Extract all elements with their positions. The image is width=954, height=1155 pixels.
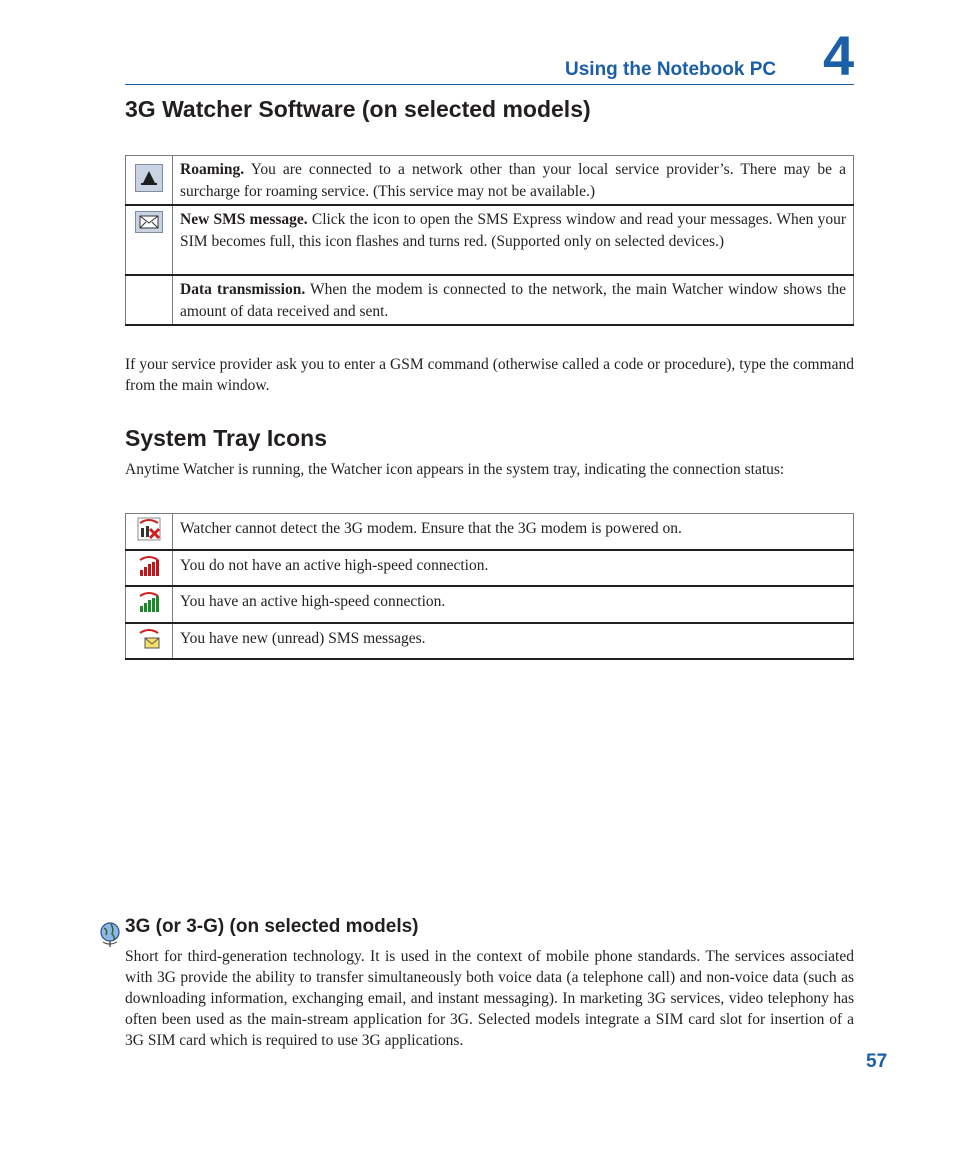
tray-icons-table	[125, 513, 854, 660]
table-text-cell	[173, 156, 854, 206]
chapter-title: Using the Notebook PC	[565, 59, 777, 80]
icon-cell	[126, 156, 173, 206]
table-row	[126, 205, 854, 275]
section-title-system-tray: System Tray Icons	[125, 425, 327, 451]
table-text-cell	[173, 275, 854, 325]
table-text-cell: You do not have an active high-speed connection.	[173, 550, 854, 587]
globe-pin-icon	[99, 920, 123, 948]
section-title-3g-watcher: 3G Watcher Software (on selected models)	[125, 96, 591, 122]
icon-cell	[126, 623, 173, 660]
row-text: Click the icon to open the SMS Express window and read your messages. When your SIM becomes full, this icon flashes and turns red. (Supported only on selected devices.)	[180, 211, 847, 250]
roaming-icon	[135, 164, 163, 192]
note-title: 3G (or 3-G) (on selected models)	[125, 916, 419, 937]
row-label: Roaming.	[180, 161, 245, 178]
watcher-icons-table	[125, 155, 854, 326]
header-rule	[125, 84, 854, 85]
chapter-number: 4	[823, 24, 855, 87]
no-modem-tray-icon	[137, 517, 161, 541]
green-signal-tray-icon	[137, 590, 161, 614]
icon-cell	[126, 205, 173, 275]
row-label: Data transmission.	[180, 281, 306, 298]
icon-cell	[126, 514, 173, 550]
table-text-cell: Watcher cannot detect the 3G modem. Ensure that the 3G modem is powered on.	[173, 514, 854, 550]
table-row	[126, 156, 854, 206]
red-signal-tray-icon	[137, 554, 161, 578]
page-number: 57	[866, 1051, 888, 1072]
table-row	[126, 550, 854, 587]
icon-cell-empty	[126, 275, 173, 325]
sms-tray-icon	[137, 627, 161, 651]
icon-cell	[126, 550, 173, 587]
system-tray-intro: Anytime Watcher is running, the Watcher icon appears in the system tray, indicating the connection status:	[125, 461, 785, 478]
icon-cell	[126, 586, 173, 623]
table-text-cell	[173, 205, 854, 275]
table-text-cell: You have an active high-speed connection.	[173, 586, 854, 623]
row-text: You are connected to a network other than your local service provider’s. There may be a surcharge for roaming service. (This service may not be available.)	[180, 161, 846, 200]
row-text: When the modem is connected to the network, the main Watcher window shows the amount of data received and sent.	[180, 281, 846, 320]
table-row	[126, 623, 854, 660]
note-body: Short for third-generation technology. It is used in the context of mobile phone standards. The services associated with 3G provide the ability to transfer simultaneously both voice data (a telephone call) and non-voice data (such as downloading information, exchanging email, and instant messaging). In marketing 3G services, video telephony has often been used as the main-stream application for 3G. Selected models integrate a SIM card slot for insertion of a 3G SIM card which is required to use 3G applications.	[125, 948, 854, 1049]
table-text-cell: You have new (unread) SMS messages.	[173, 623, 854, 660]
table-row	[126, 514, 854, 550]
gsm-command-paragraph: If your service provider ask you to enter a GSM command (otherwise called a code or procedure), type the command from the main window.	[125, 356, 854, 394]
table-row	[126, 275, 854, 325]
row-label: New SMS message.	[180, 211, 308, 228]
table-row	[126, 586, 854, 623]
envelope-icon	[135, 211, 163, 233]
